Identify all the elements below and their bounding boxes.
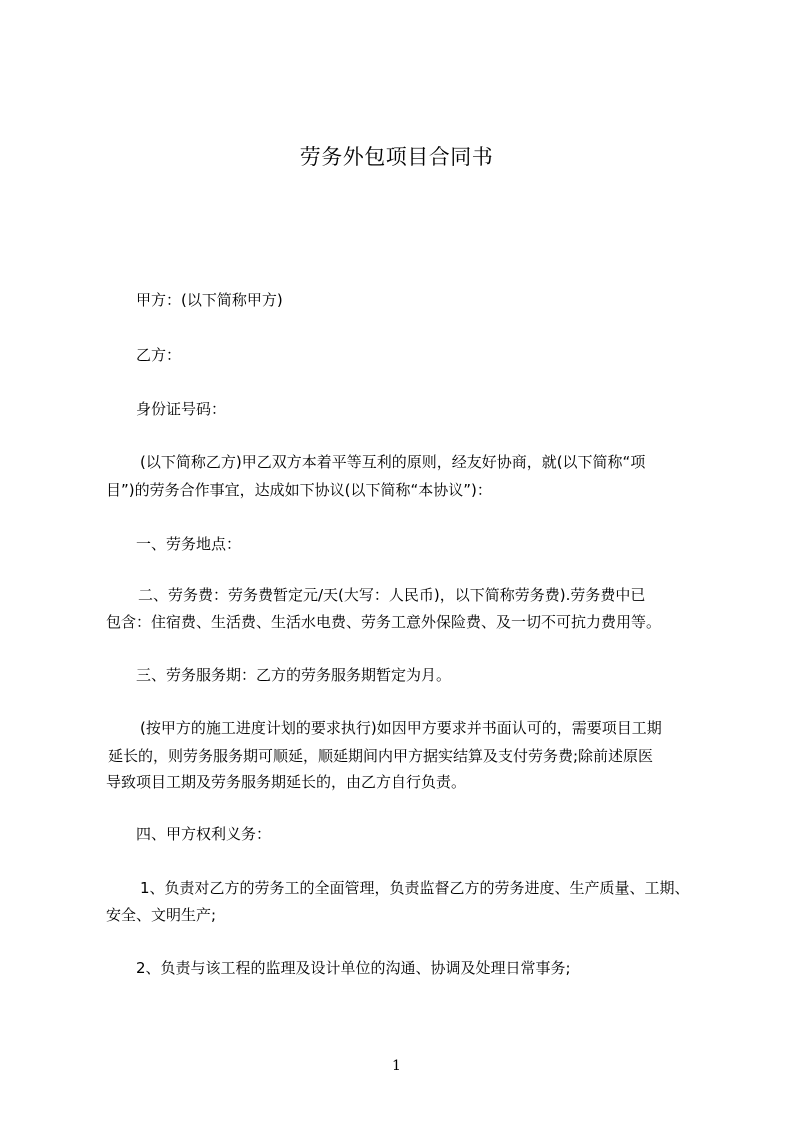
section-2-line-1: 二、劳务费：劳务费暂定元/天(大写：人民币)，以下简称劳务费).劳务费中已 xyxy=(138,586,646,604)
item-1-line-1: 1、负责对乙方的劳务工的全面管理，负责监督乙方的劳务进度、生产质量、工期、 xyxy=(140,879,690,897)
section-3-heading: 三、劳务服务期：乙方的劳务服务期暂定为月。 xyxy=(136,666,452,684)
section-2-line-2: 包含：住宿费、生活费、生活水电费、劳务工意外保险费、及一切不可抗力费用等。 xyxy=(106,613,662,631)
section-1-heading: 一、劳务地点： xyxy=(136,535,242,553)
page-number: 1 xyxy=(392,1058,401,1074)
intro-line-2: 目”)的劳务合作事宜，达成如下协议(以下简称“本协议”)： xyxy=(106,481,492,499)
id-number-line: 身份证号码： xyxy=(136,400,227,418)
item-1-line-2: 安全、文明生产; xyxy=(106,906,217,924)
section-3-detail-line-1: (按甲方的施工进度计划的要求执行)如因甲方要求并书面认可的，需要项目工期 xyxy=(140,719,662,737)
section-4-heading: 四、甲方权利义务： xyxy=(136,825,272,843)
section-3-detail-line-2: 延长的，则劳务服务期可顺延，顺延期间内甲方据实结算及支付劳务费;除前述原医 xyxy=(108,747,654,765)
document-title: 劳务外包项目合同书 xyxy=(299,145,494,169)
intro-line-1: (以下简称乙方)甲乙双方本着平等互利的原则，经友好协商，就(以下简称“项 xyxy=(140,453,646,471)
party-b-line: 乙方： xyxy=(136,346,182,364)
item-2-line: 2、负责与该工程的监理及设计单位的沟通、协调及处理日常事务; xyxy=(136,959,571,977)
section-3-detail-line-3: 导致项目工期及劳务服务期延长的，由乙方自行负责。 xyxy=(106,773,467,791)
party-a-line: 甲方：(以下简称甲方) xyxy=(136,291,283,309)
